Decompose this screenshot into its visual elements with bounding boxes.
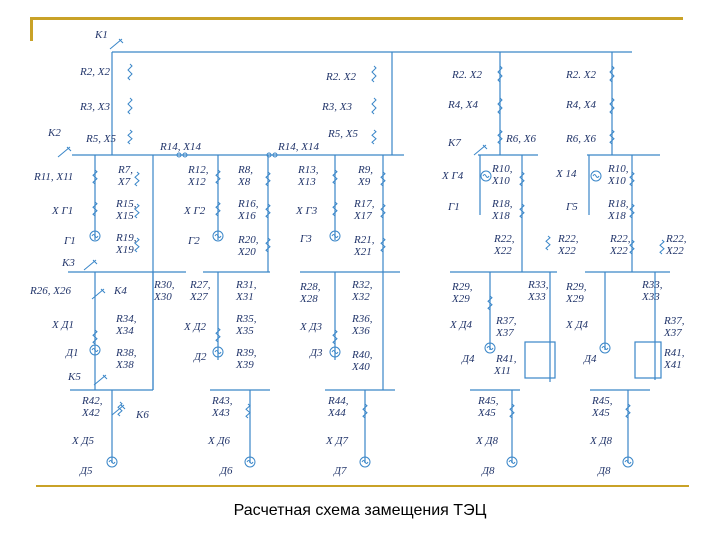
label-g4: Г1 <box>448 201 460 213</box>
label-x36: X36 <box>352 325 370 337</box>
label-r28: R28, <box>300 281 321 293</box>
label-x28: X28 <box>300 293 318 305</box>
label-xg3: X Г3 <box>296 205 318 217</box>
fault-point-k2-symbol <box>58 147 71 157</box>
label-r16: R16, <box>238 198 259 210</box>
label-r22d: R22, <box>666 233 687 245</box>
label-d3: Д3 <box>310 347 323 359</box>
label-r22a: R22, <box>494 233 515 245</box>
label-x30: X30 <box>154 291 172 303</box>
impedance-symbol <box>128 98 132 114</box>
label-k6: K6 <box>136 409 149 421</box>
label-k5: K5 <box>68 371 81 383</box>
impedance-symbol <box>128 64 132 80</box>
label-x38: X38 <box>116 359 134 371</box>
label-x35: X35 <box>236 325 254 337</box>
label-x39: X39 <box>236 359 254 371</box>
label-a_r3x3: R3, X3 <box>80 101 110 113</box>
label-d4a: Д4 <box>462 353 475 365</box>
label-d6: Д6 <box>220 465 233 477</box>
label-r20: R20, <box>238 234 259 246</box>
label-x14: X 14 <box>556 168 577 180</box>
label-r7: R7, <box>118 164 133 176</box>
label-r18b: R18, <box>608 198 629 210</box>
label-xd8b: X Д8 <box>590 435 612 447</box>
label-x31: X31 <box>236 291 254 303</box>
label-d_r2x2: R2. X2 <box>566 69 596 81</box>
label-r38: R38, <box>116 347 137 359</box>
label-r17: R17, <box>354 198 375 210</box>
label-r29b: R29, <box>566 281 587 293</box>
fault-point-k4-symbol <box>92 289 105 299</box>
label-a_k2: K2 <box>48 127 61 139</box>
label-g3: Г3 <box>300 233 312 245</box>
label-x12: X12 <box>188 176 206 188</box>
label-r26x26: R26, X26 <box>30 285 71 297</box>
label-x33b: X33 <box>642 291 660 303</box>
label-xd5: X Д5 <box>72 435 94 447</box>
label-x21: X21 <box>354 246 372 258</box>
impedance-symbol <box>372 130 376 144</box>
label-r39: R39, <box>236 347 257 359</box>
label-x22a: X22 <box>494 245 512 257</box>
label-r8: R8, <box>238 164 253 176</box>
label-b_r2x2: R2. X2 <box>326 71 356 83</box>
source-wave <box>593 175 599 178</box>
label-x20: X20 <box>238 246 256 258</box>
label-g1: Г1 <box>64 235 76 247</box>
label-x41a: X11 <box>494 365 511 377</box>
label-xg4: X Г4 <box>442 170 464 182</box>
label-r19: R19, <box>116 232 137 244</box>
label-x45b: X45 <box>592 407 610 419</box>
label-xd1: X Д1 <box>52 319 74 331</box>
label-d5: Д5 <box>80 465 93 477</box>
label-g2: Г2 <box>188 235 200 247</box>
impedance-symbol <box>546 236 550 250</box>
label-xd4a: X Д4 <box>450 319 472 331</box>
label-a_r2x2: R2, X2 <box>80 66 110 78</box>
impedance-symbol <box>372 66 376 82</box>
label-r29a: R29, <box>452 281 473 293</box>
label-r30: R30, <box>154 279 175 291</box>
label-x32: X32 <box>352 291 370 303</box>
label-x22b: X22 <box>558 245 576 257</box>
label-k1: K1 <box>95 29 108 41</box>
label-x8: X8 <box>238 176 251 188</box>
label-x29a: X29 <box>452 293 470 305</box>
fault-point-k5-symbol <box>94 375 107 385</box>
label-x9: X9 <box>358 176 371 188</box>
label-r27: R27, <box>190 279 211 291</box>
label-r32: R32, <box>352 279 373 291</box>
label-r14x14b: R14, X14 <box>278 141 319 153</box>
label-x42: X42 <box>82 407 100 419</box>
label-x7: X7 <box>118 176 131 188</box>
label-x18a: X18 <box>492 210 510 222</box>
label-g5: Г5 <box>566 201 578 213</box>
label-xd8a: X Д8 <box>476 435 498 447</box>
label-r40: R40, <box>352 349 373 361</box>
label-xg2: X Г2 <box>184 205 206 217</box>
label-x37a: X37 <box>496 327 514 339</box>
label-d8b: Д8 <box>598 465 611 477</box>
label-x37b: X37 <box>664 327 682 339</box>
label-d_r6x6: R6, X6 <box>566 133 596 145</box>
label-r41b: R41, <box>664 347 685 359</box>
impedance-symbol <box>660 240 664 254</box>
label-r18a: R18, <box>492 198 513 210</box>
label-r41a: R41, <box>496 353 517 365</box>
label-r10a: R10, <box>492 163 513 175</box>
label-r11x11: R11, X11 <box>34 171 74 183</box>
label-x27: X27 <box>190 291 208 303</box>
fault-point-k3-symbol <box>84 260 97 270</box>
label-x19: X19 <box>116 244 134 256</box>
label-xd6: X Д6 <box>208 435 230 447</box>
label-a_r5x5: R5, X5 <box>86 133 116 145</box>
label-k4: K4 <box>114 285 127 297</box>
label-b_r5x5: R5, X5 <box>328 128 358 140</box>
source-wave <box>483 175 489 178</box>
label-xd7: X Д7 <box>326 435 348 447</box>
label-c_r6x6: R6, X6 <box>506 133 536 145</box>
label-x18b: X18 <box>608 210 626 222</box>
label-r22b: R22, <box>558 233 579 245</box>
label-d4b: Д4 <box>584 353 597 365</box>
label-xd2: X Д2 <box>184 321 206 333</box>
label-r33a: R33, <box>528 279 549 291</box>
label-x33a: X33 <box>528 291 546 303</box>
label-r15: R15, <box>116 198 137 210</box>
impedance-symbol <box>128 130 132 144</box>
label-r12: R12, <box>188 164 209 176</box>
label-r34: R34, <box>116 313 137 325</box>
label-k3: K3 <box>62 257 75 269</box>
label-xg1: X Г1 <box>52 205 74 217</box>
fault-point-k7-symbol <box>474 145 487 155</box>
label-r37a: R37, <box>496 315 517 327</box>
impedance-symbol <box>372 98 376 114</box>
label-x22d: X22 <box>666 245 684 257</box>
label-d_r4x4: R4, X4 <box>566 99 596 111</box>
label-x13: X13 <box>298 176 316 188</box>
label-r45a: R45, <box>478 395 499 407</box>
fault-point-k1-symbol <box>110 39 123 49</box>
label-xd3: X Д3 <box>300 321 322 333</box>
label-r22c: R22, <box>610 233 631 245</box>
motor-d4b-enclosure <box>635 342 661 378</box>
label-x34: X34 <box>116 325 134 337</box>
label-r21: R21, <box>354 234 375 246</box>
label-r37b: R37, <box>664 315 685 327</box>
label-x41b: X41 <box>664 359 682 371</box>
diagram-caption: Расчетная схема замещения ТЭЦ <box>233 502 487 519</box>
label-x10b: X10 <box>608 175 626 187</box>
label-x29b: X29 <box>566 293 584 305</box>
label-c_r4x4: R4, X4 <box>448 99 478 111</box>
label-x45a: X45 <box>478 407 496 419</box>
label-r9: R9, <box>358 164 373 176</box>
label-x40: X40 <box>352 361 370 373</box>
label-c_r2x2: R2. X2 <box>452 69 482 81</box>
label-r43: R43, <box>212 395 233 407</box>
label-r31: R31, <box>236 279 257 291</box>
label-r33b: R33, <box>642 279 663 291</box>
label-x43: X43 <box>212 407 230 419</box>
label-r13: R13, <box>298 164 319 176</box>
label-x15: X15 <box>116 210 134 222</box>
label-r45b: R45, <box>592 395 613 407</box>
label-r10b: R10, <box>608 163 629 175</box>
label-r44: R44, <box>328 395 349 407</box>
label-x44: X44 <box>328 407 346 419</box>
labels <box>29 29 687 477</box>
label-x16: X16 <box>238 210 256 222</box>
label-d8a: Д8 <box>482 465 495 477</box>
label-x10a: X10 <box>492 175 510 187</box>
label-r36: R36, <box>352 313 373 325</box>
label-r35: R35, <box>236 313 257 325</box>
label-k7: K7 <box>448 137 461 149</box>
label-r42: R42, <box>82 395 103 407</box>
label-d7: Д7 <box>334 465 347 477</box>
impedance-symbol <box>135 172 139 186</box>
label-x17: X17 <box>354 210 372 222</box>
label-x22c: X22 <box>610 245 628 257</box>
label-b_r3x3: R3, X3 <box>322 101 352 113</box>
label-r14x14: R14, X14 <box>160 141 201 153</box>
label-xd4b: X Д4 <box>566 319 588 331</box>
label-d1: Д1 <box>66 347 79 359</box>
label-d2: Д2 <box>194 351 207 363</box>
